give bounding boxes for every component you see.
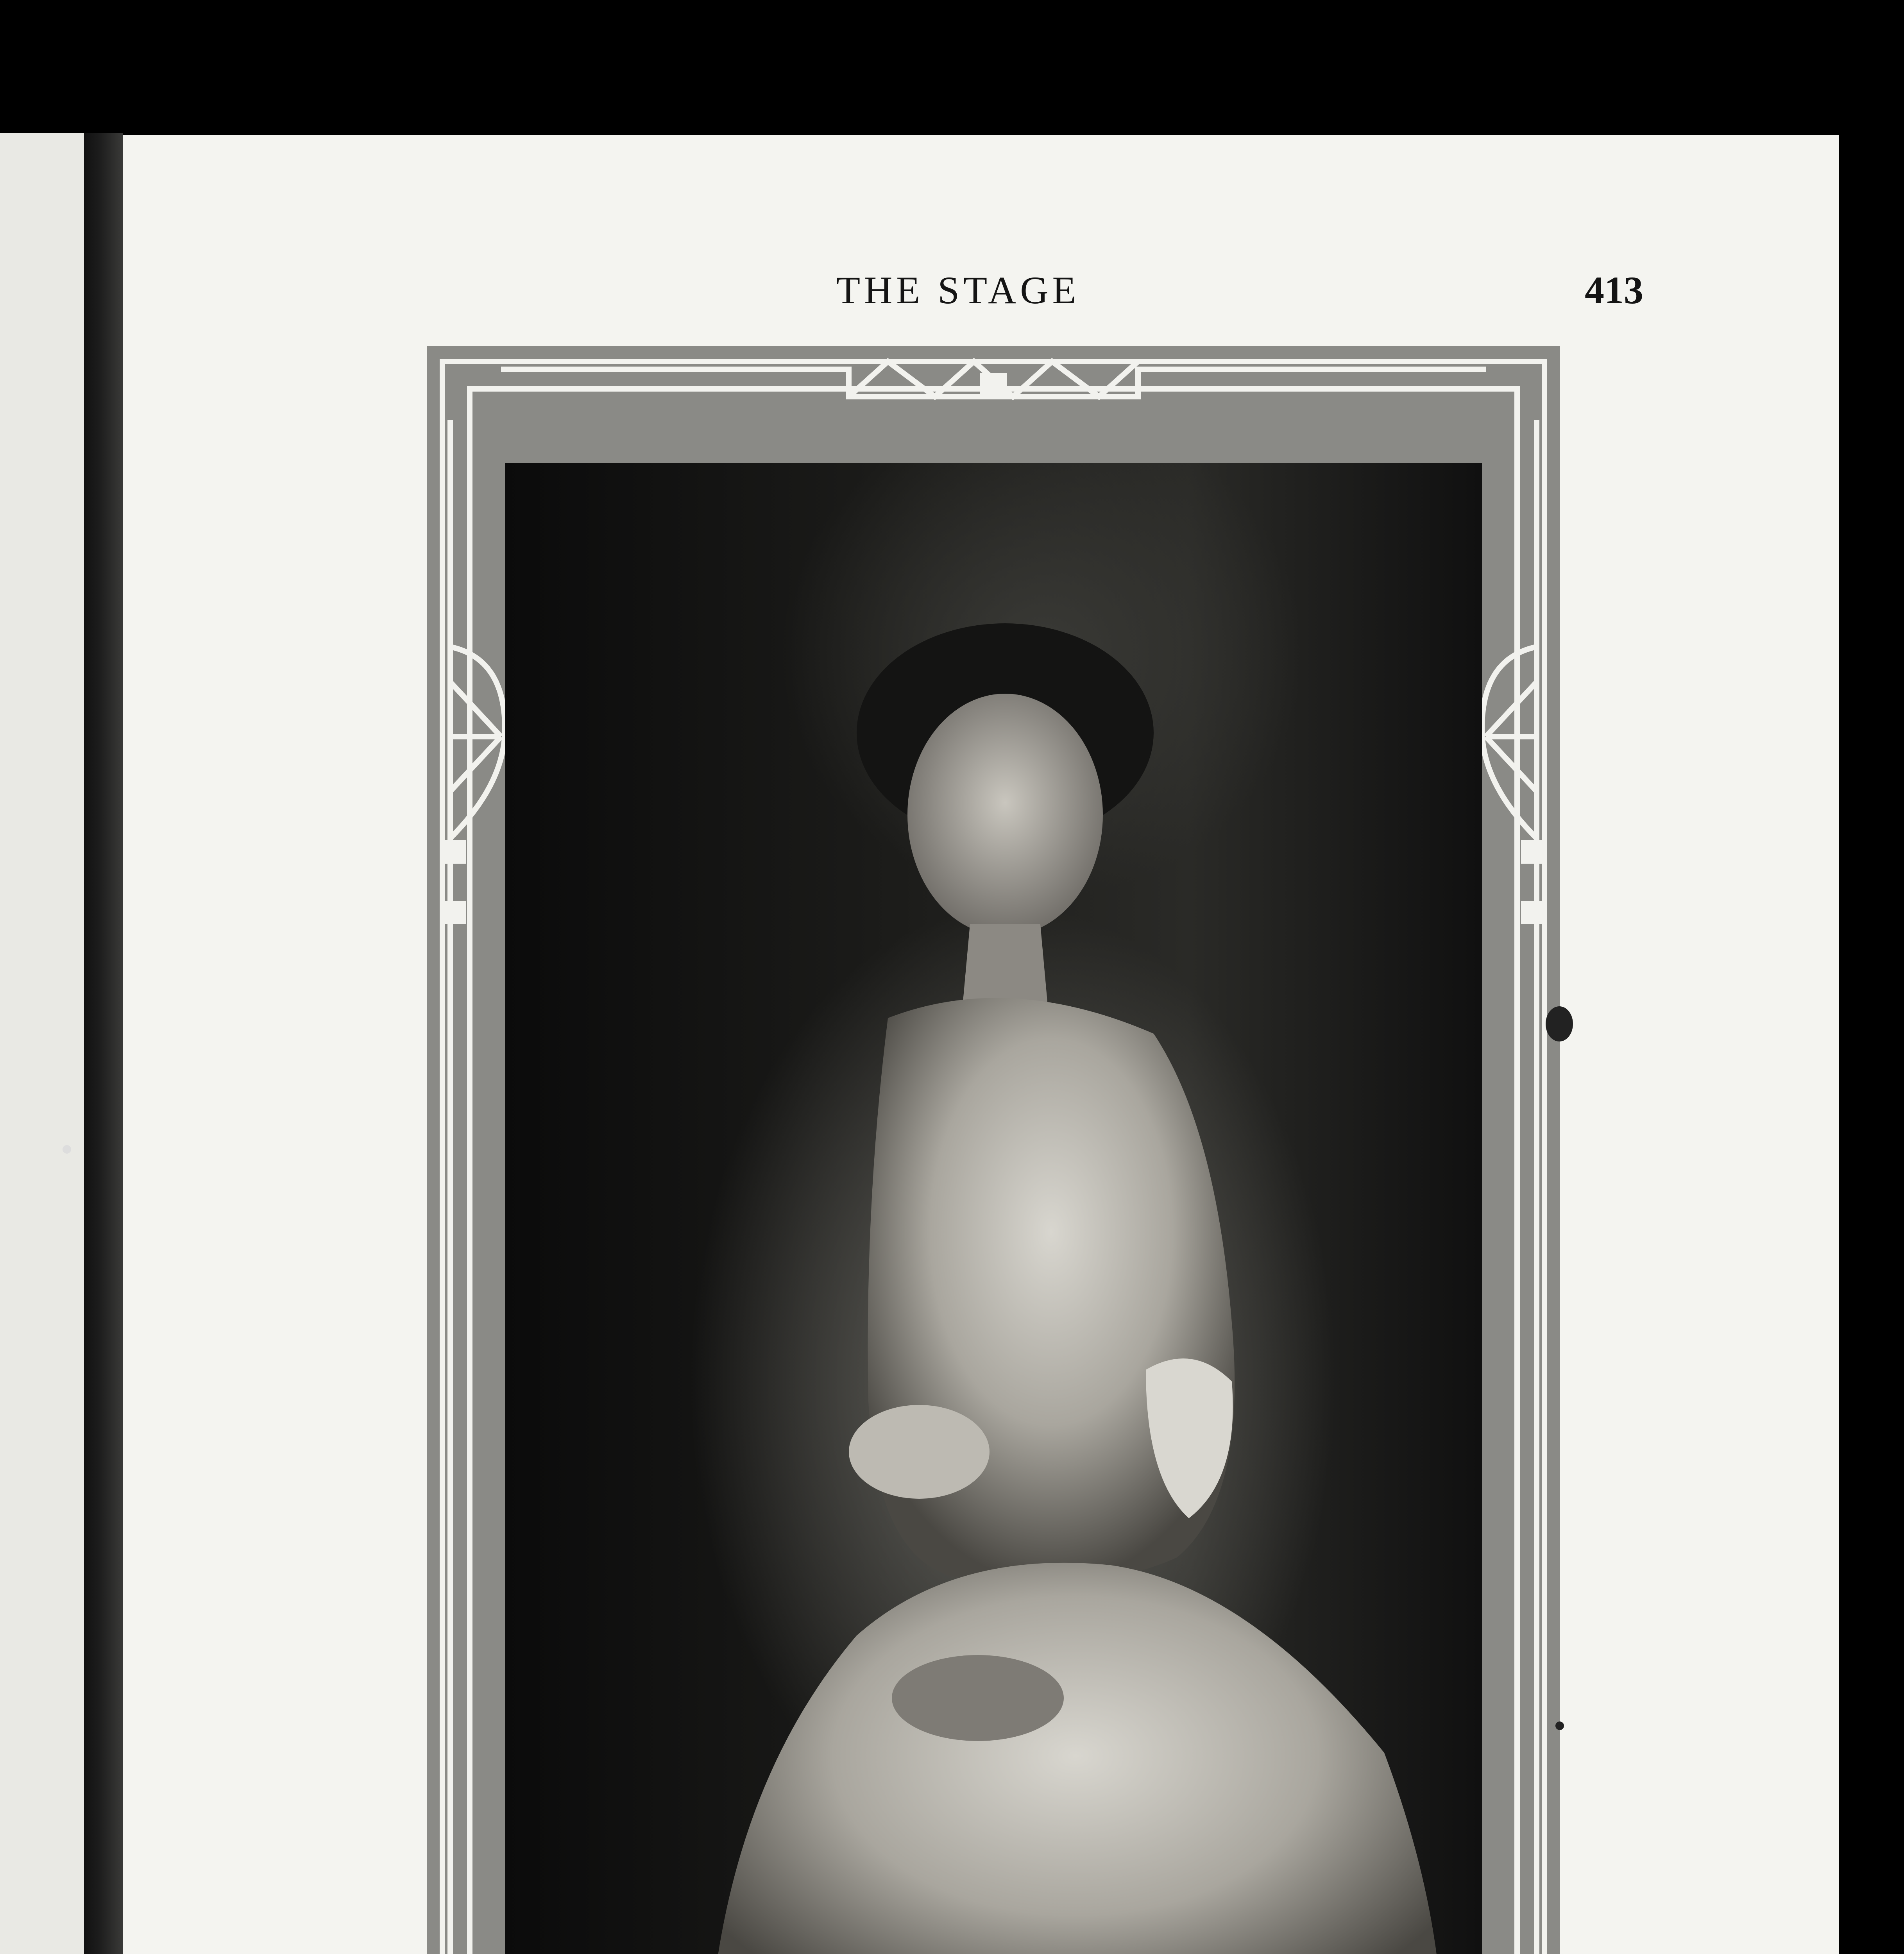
magazine-page [123, 135, 1839, 1954]
facing-page-edge [0, 133, 84, 1954]
running-head [123, 268, 1839, 322]
ink-speck [63, 1145, 71, 1154]
seated-woman-figure [505, 463, 1482, 1954]
ink-speck [1546, 1006, 1573, 1041]
portrait-plate [427, 346, 1560, 1954]
portrait-photograph [505, 463, 1482, 1954]
ink-speck [1555, 1721, 1564, 1730]
running-title: THE STAGE [836, 268, 1080, 312]
book-spine [84, 133, 123, 1954]
page-number: 413 [1585, 268, 1643, 312]
